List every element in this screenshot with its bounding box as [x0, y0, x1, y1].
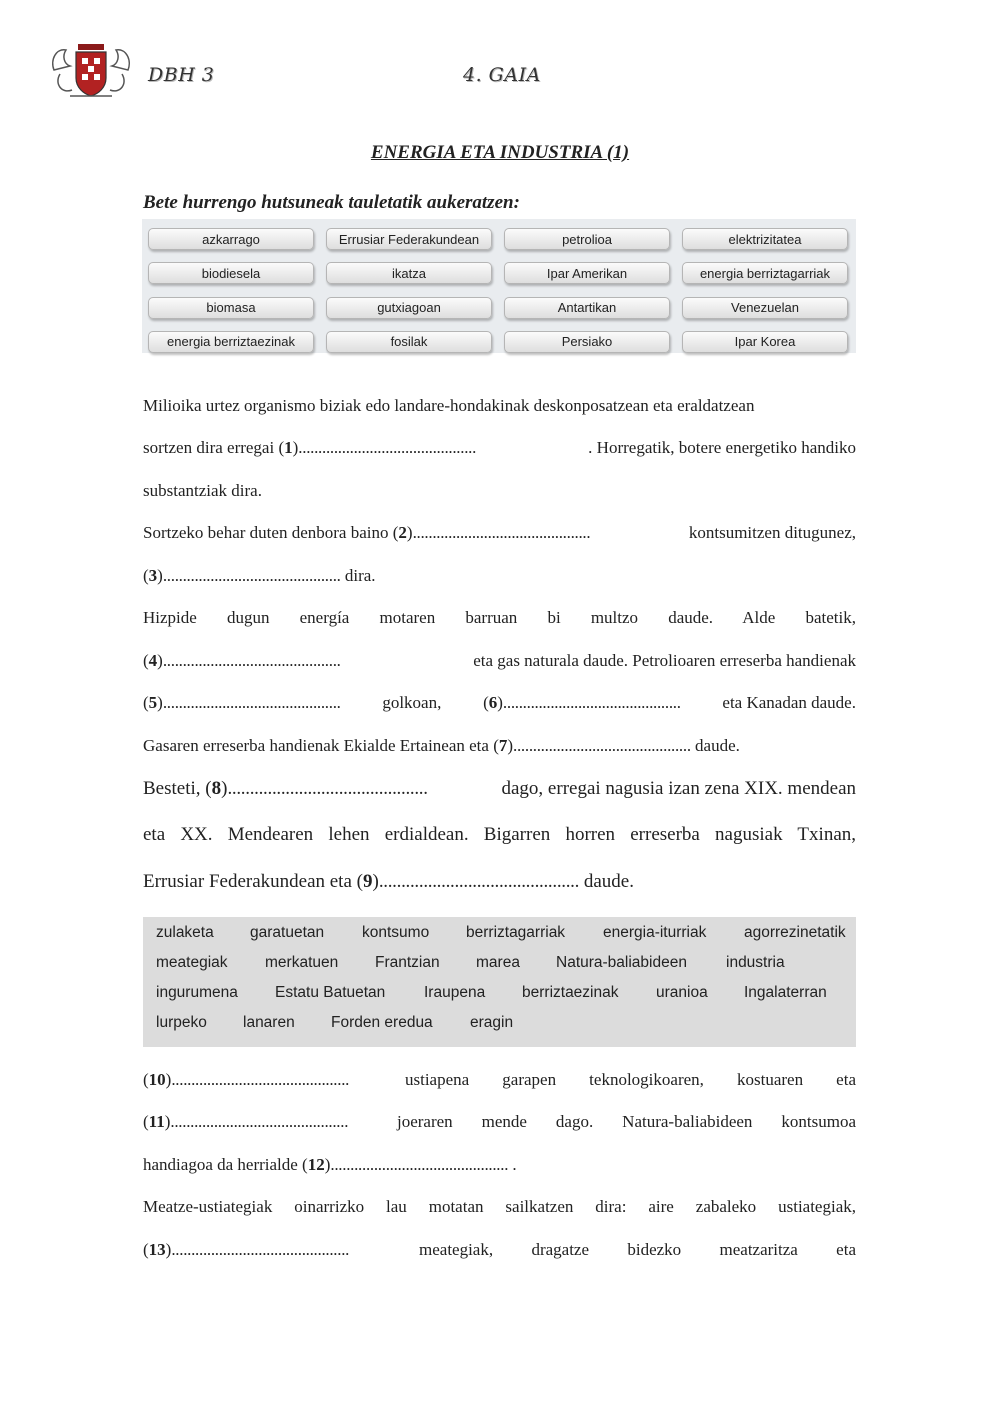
blank-3[interactable]: ............................................. — [162, 566, 341, 585]
word-chip[interactable]: elektrizitatea — [682, 228, 848, 250]
school-crest-logo — [48, 40, 134, 102]
word-chip[interactable]: petrolioa — [504, 228, 670, 250]
text-line: Gasaren erreserba handienak Ekialde Ertainean eta (7)............................................. daude. — [143, 736, 740, 755]
text-line: handiagoa da herrialde (12)............................................. . — [143, 1155, 517, 1174]
word-item[interactable]: Estatu Batuetan — [275, 984, 386, 1001]
word-item[interactable]: lanaren — [243, 1014, 295, 1031]
word-item[interactable]: Ingalaterran — [744, 984, 827, 1001]
word-item[interactable]: merkatuen — [265, 954, 339, 971]
text-line: Besteti, (8)............................................. dago, erregai nagusia izan zena XIX. mendean — [143, 778, 856, 799]
blank-number: 12 — [307, 1155, 325, 1174]
blank-11[interactable]: ............................................. — [170, 1112, 349, 1131]
word-item[interactable]: meategiak — [156, 954, 228, 971]
text-line: (11)............................................. joeraren mende dago. Natura-baliabideen kontsumoa — [143, 1112, 856, 1131]
blank-number: 11 — [148, 1112, 165, 1131]
word-chip[interactable]: energia berriztaezinak — [148, 331, 314, 353]
blank-number: 7 — [498, 736, 508, 755]
blank-number: 9 — [362, 871, 373, 892]
text-line: (10)............................................. ustiapena garapen teknologikoaren, kostuaren eta — [143, 1070, 856, 1089]
word-item[interactable]: ingurumena — [156, 984, 238, 1001]
blank-number: 4 — [148, 651, 158, 670]
blank-6[interactable]: ............................................. — [502, 693, 681, 712]
page-title: ENERGIA ETA INDUSTRIA (1) — [370, 142, 630, 163]
blank-number: 1 — [284, 438, 293, 457]
word-item[interactable]: lurpeko — [156, 1014, 207, 1031]
word-chip[interactable]: Errusiar Federakundean — [326, 228, 492, 250]
blank-10[interactable]: ............................................. — [171, 1070, 350, 1089]
blank-7[interactable]: ............................................. — [513, 736, 691, 755]
word-chip[interactable]: Persiako — [504, 331, 670, 353]
instruction: Bete hurrengo hutsuneak tauletatik aukeratzen: — [143, 192, 520, 213]
text-line: substantziak dira. — [143, 481, 262, 500]
word-item[interactable]: zulaketa — [156, 924, 214, 941]
text-line: eta XX. Mendearen lehen erdialdean. Bigarren horren erreserba nagusiak Txinan, — [143, 824, 856, 845]
text-line: (4)............................................. eta gas naturala daude. Petrolioaren erreserba handienak — [143, 651, 856, 670]
blank-number: 6 — [488, 693, 498, 712]
blank-number: 5 — [148, 693, 158, 712]
word-chip[interactable]: azkarrago — [148, 228, 314, 250]
text-line: (5)............................................. golkoan, (6)............................................. eta Kanadan daude. — [143, 693, 856, 712]
blank-13[interactable]: ............................................. — [171, 1240, 350, 1259]
unit-label: 4. GAIA — [463, 64, 541, 86]
blank-number: 10 — [148, 1070, 166, 1089]
word-chip[interactable]: Antartikan — [504, 297, 670, 319]
blank-5[interactable]: ............................................. — [162, 693, 341, 712]
word-item[interactable]: marea — [476, 954, 520, 971]
word-chip[interactable]: gutxiagoan — [326, 297, 492, 319]
word-item[interactable]: eragin — [470, 1014, 514, 1031]
word-item[interactable]: agorrezinetatik — [744, 924, 846, 941]
text-line: Errusiar Federakundean eta (9)............................................. daude. — [143, 871, 634, 892]
blank-4[interactable]: ............................................. — [162, 651, 341, 670]
word-chip[interactable]: ikatza — [326, 262, 492, 284]
text-line: Milioika urtez organismo biziak edo landare-hondakinak deskonposatzean eta eraldatzean — [143, 396, 755, 415]
word-item[interactable]: Forden eredua — [331, 1014, 433, 1031]
blank-number: 13 — [148, 1240, 166, 1259]
word-chip[interactable]: biomasa — [148, 297, 314, 319]
word-chip[interactable]: Ipar Korea — [682, 331, 848, 353]
course-label: DBH 3 — [148, 64, 215, 86]
word-item[interactable]: Natura-baliabideen — [556, 954, 687, 971]
word-item[interactable]: Iraupena — [424, 984, 486, 1001]
blank-9[interactable]: ............................................. — [378, 871, 580, 892]
word-bank-1 — [142, 219, 856, 353]
word-chip[interactable]: biodiesela — [148, 262, 314, 284]
word-chip[interactable]: energia berriztagarriak — [682, 262, 848, 284]
word-item[interactable]: kontsumo — [362, 924, 430, 941]
blank-number: 2 — [398, 523, 407, 542]
word-chip[interactable]: Venezuelan — [682, 297, 848, 319]
blank-1[interactable]: ............................................. — [298, 438, 477, 457]
blank-8[interactable]: ............................................. — [227, 778, 428, 799]
word-item[interactable]: industria — [726, 954, 785, 971]
blank-2[interactable]: ............................................. — [412, 523, 591, 542]
text-line: Hizpide dugun energía motaren barruan bi multzo daude. Alde batetik, — [143, 608, 856, 627]
word-bank-2 — [143, 917, 856, 1047]
blank-number: 8 — [211, 778, 222, 799]
text-line: Meatze-ustiategiak oinarrizko lau motatan sailkatzen dira: aire zabaleko ustiategiak, — [143, 1197, 856, 1216]
word-chip[interactable]: fosilak — [326, 331, 492, 353]
word-item[interactable]: berriztaezinak — [522, 984, 619, 1001]
text-line: sortzen dira erregai (1)............................................. . Horregatik, botere energetiko handiko — [143, 438, 856, 457]
word-item[interactable]: Frantzian — [375, 954, 440, 971]
word-item[interactable]: garatuetan — [250, 924, 325, 941]
word-item[interactable]: energia-iturriak — [603, 924, 707, 941]
text-line: Sortzeko behar duten denbora baino (2)............................................. kontsumitzen ditugunez, — [143, 523, 856, 542]
word-item[interactable]: uranioa — [656, 984, 708, 1001]
word-chip[interactable]: Ipar Amerikan — [504, 262, 670, 284]
blank-12[interactable]: ............................................. — [330, 1155, 509, 1174]
text-line: (13)............................................. meategiak, dragatze bidezko meatzaritza eta — [143, 1240, 856, 1259]
blank-number: 3 — [148, 566, 158, 585]
word-item[interactable]: berriztagarriak — [466, 924, 566, 941]
text-line: (3)............................................. dira. — [143, 566, 376, 585]
